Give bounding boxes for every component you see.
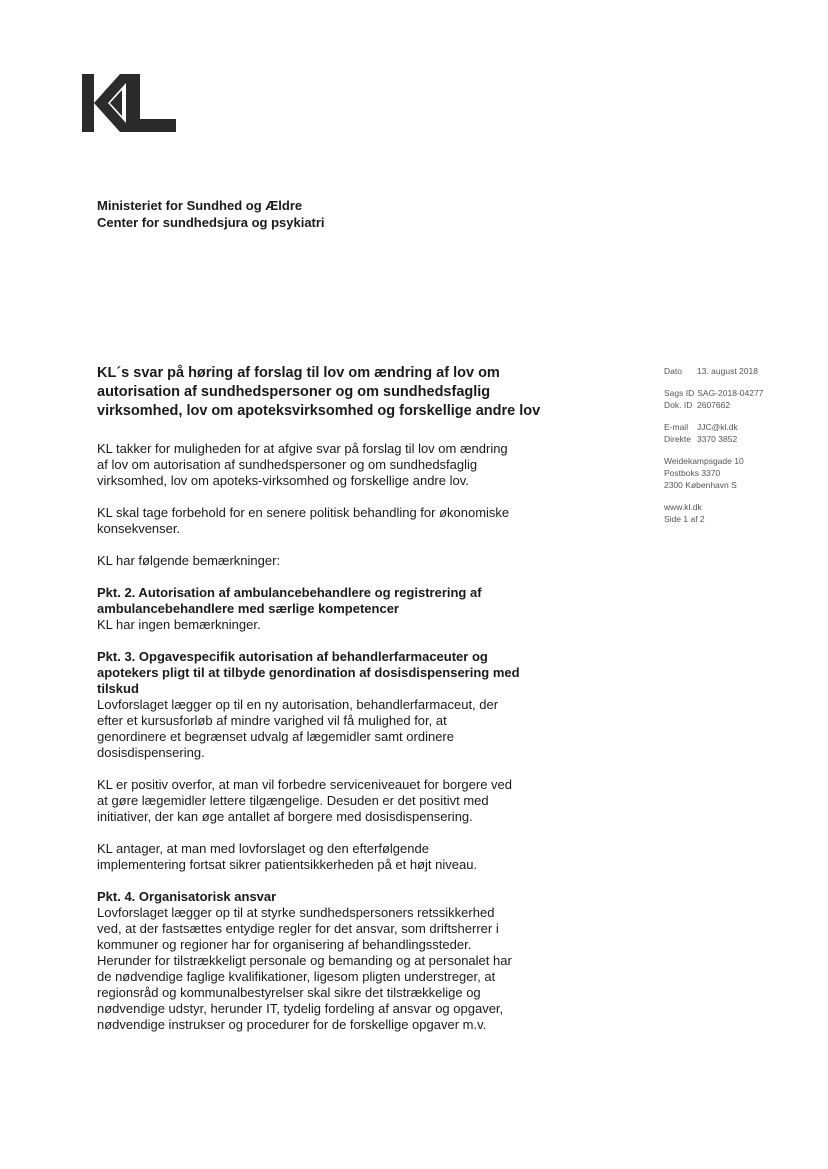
address-line: 2300 København S (664, 480, 737, 490)
section-heading: Pkt. 3. Opgavespecifik autorisation af behandlerfarmaceuter og (97, 649, 488, 664)
dok-id-value: 2607662 (697, 400, 731, 410)
section-heading: Pkt. 4. Organisatorisk ansvar (97, 889, 277, 904)
paragraph (97, 777, 567, 825)
email-value: JJC@kl.dk (697, 422, 738, 432)
title-line: virksomhed, lov om apoteksvirksomhed og forskellige andre lov (97, 403, 541, 419)
recipient-block (97, 197, 325, 231)
text-line: Lovforslaget lægger op til at styrke sundhedspersoners retssikkerhed (97, 905, 495, 920)
text-line: kommuner og regioner har for organisering af behandlingssteder. (97, 937, 472, 952)
website: www.kl.dk (664, 502, 702, 512)
paragraph (97, 441, 567, 489)
recipient-line: Center for sundhedsjura og psykiatri (97, 215, 325, 230)
address-line: Postboks 3370 (664, 468, 721, 478)
paragraph (97, 841, 567, 873)
text-line: nødvendige udstyr, herunder IT, tydelig fordeling af ansvar og opgaver, (97, 1001, 504, 1016)
text-line: KL har følgende bemærkninger: (97, 553, 281, 568)
paragraph (97, 505, 567, 537)
text-line: Lovforslaget lægger op til en ny autorisation, behandlerfarmaceut, der (97, 697, 499, 712)
letter-body (97, 441, 567, 1049)
text-line: KL antager, at man med lovforslaget og den efterfølgende (97, 841, 429, 856)
text-line: nødvendige instrukser og procedurer for de forskellige opgaver m.v. (97, 1017, 487, 1032)
text-line: ved, at der fastsættes entydige regler for det ansvar, som driftsherrer i (97, 921, 499, 936)
paragraph (97, 553, 567, 569)
text-line: at gøre lægemidler lettere tilgængelige. Desuden er det positivt med (97, 793, 489, 808)
direkte-label: Direkte (664, 434, 691, 444)
dato-value: 13. august 2018 (697, 366, 758, 376)
document-title (97, 364, 557, 421)
text-line: initiativer, der kan øge antallet af borgere med dosisdispensering. (97, 809, 473, 824)
text-line: KL er positiv overfor, at man vil forbedre serviceniveauet for borgere ved (97, 777, 513, 792)
address-line: Weidekampsgade 10 (664, 456, 744, 466)
section-heading: apotekers pligt til at tilbyde genordination af dosisdispensering med (97, 665, 520, 680)
text-line: KL har ingen bemærkninger. (97, 617, 261, 632)
title-line: autorisation af sundhedspersoner og om sundhedsfaglig (97, 384, 491, 400)
section-heading: tilskud (97, 681, 139, 696)
metadata-sidebar (664, 365, 814, 535)
direkte-value: 3370 3852 (697, 434, 738, 444)
section-heading: ambulancebehandlere med særlige kompetencer (97, 601, 399, 616)
recipient-line: Ministeriet for Sundhed og Ældre (97, 198, 303, 213)
sags-id-label: Sags ID (664, 388, 695, 398)
dok-id-label: Dok. ID (664, 400, 693, 410)
kl-logo (80, 72, 180, 134)
section-pkt-2 (97, 585, 567, 633)
text-line: KL takker for muligheden for at afgive svar på forslag til lov om ændring (97, 441, 508, 456)
section-pkt-4 (97, 889, 567, 1033)
page-number: Side 1 af 2 (664, 514, 705, 524)
dato-label: Dato (664, 366, 682, 376)
text-line: konsekvenser. (97, 521, 181, 536)
email-label: E-mail (664, 422, 689, 432)
text-line: dosisdispensering. (97, 745, 205, 760)
text-line: regionsråd og kommunalbestyrelser skal sikre det tilstrækkelige og (97, 985, 481, 1000)
text-line: virksomhed, lov om apoteks-virksomhed og forskellige andre lov. (97, 473, 469, 488)
text-line: af lov om autorisation af sundhedspersoner og om sundhedsfaglig (97, 457, 478, 472)
sags-id-value: SAG-2018-04277 (697, 388, 764, 398)
text-line: genordinere et begrænset udvalg af lægemidler samt ordinere (97, 729, 454, 744)
text-line: efter et kursusforløb af mindre varighed vil få mulighed for, at (97, 713, 447, 728)
section-heading: Pkt. 2. Autorisation af ambulancebehandlere og registrering af (97, 585, 482, 600)
section-pkt-3 (97, 649, 567, 761)
text-line: de nødvendige faglige kvalifikationer, ligesom pligten understreger, at (97, 969, 496, 984)
text-line: Herunder for tilstrækkeligt personale og bemanding og at personalet har (97, 953, 512, 968)
text-line: KL skal tage forbehold for en senere politisk behandling for økonomiske (97, 505, 510, 520)
title-line: KL´s svar på høring af forslag til lov om ændring af lov om (97, 365, 500, 381)
text-line: implementering fortsat sikrer patientsikkerheden på et højt niveau. (97, 857, 478, 872)
